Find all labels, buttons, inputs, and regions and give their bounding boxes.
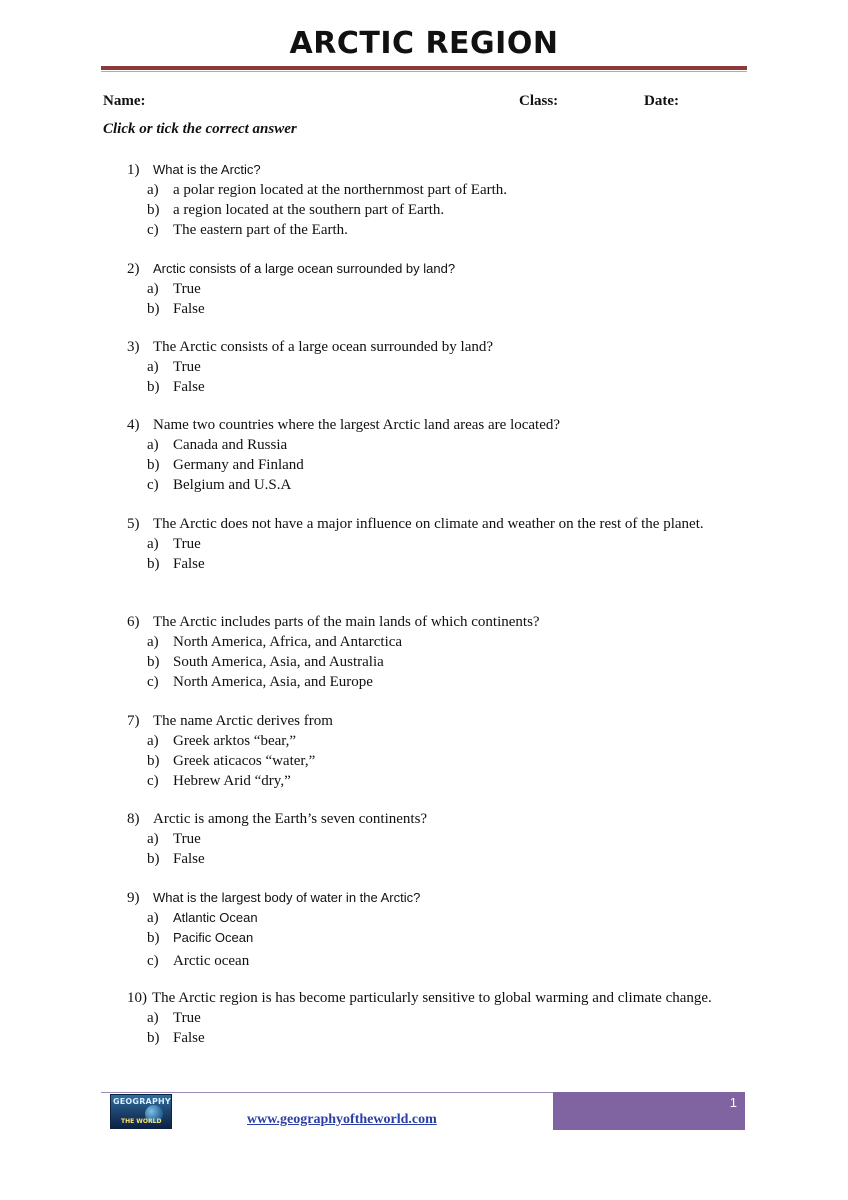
- option-letter: a): [147, 634, 159, 650]
- question-3: [127, 337, 747, 397]
- option-c[interactable]: [147, 672, 747, 692]
- option-letter: a): [147, 910, 159, 926]
- option-text: Pacific Ocean: [173, 930, 254, 945]
- option-letter: a): [147, 831, 159, 847]
- option-text: False: [173, 1030, 205, 1046]
- question-number: 7): [127, 713, 140, 729]
- option-b[interactable]: [147, 455, 747, 475]
- option-a[interactable]: [147, 279, 747, 299]
- option-text: True: [173, 536, 201, 552]
- website-link[interactable]: www.geographyoftheworld.com: [247, 1112, 437, 1127]
- option-text: True: [173, 281, 201, 297]
- footer-divider: [101, 1092, 553, 1093]
- question-1: [127, 160, 747, 240]
- question-9: [127, 888, 747, 971]
- option-a[interactable]: [147, 534, 747, 554]
- option-text: a region located at the southern part of Earth.: [173, 202, 445, 218]
- question-4: [127, 415, 747, 495]
- question-text: The Arctic includes parts of the main lands of which continents?: [153, 614, 540, 630]
- question-number: 9): [127, 890, 140, 906]
- question-number: 4): [127, 417, 140, 433]
- option-letter: b): [147, 379, 160, 395]
- option-b[interactable]: [147, 1028, 747, 1048]
- question-number: 3): [127, 339, 140, 355]
- title-divider: [101, 66, 747, 70]
- question-text: The name Arctic derives from: [153, 713, 333, 729]
- logo-text-bottom: THE WORLD: [121, 1118, 162, 1125]
- question-number: 5): [127, 516, 140, 532]
- question-text: Arctic consists of a large ocean surrounded by land?: [153, 261, 456, 276]
- option-c[interactable]: [147, 771, 747, 791]
- question-text: What is the Arctic?: [153, 162, 261, 177]
- option-c[interactable]: [147, 475, 747, 495]
- option-letter: b): [147, 753, 160, 769]
- option-a[interactable]: [147, 632, 747, 652]
- option-letter: c): [147, 953, 159, 969]
- question-10: [127, 988, 747, 1048]
- question-8: [127, 809, 747, 869]
- question-6: [127, 612, 747, 692]
- option-text: Arctic ocean: [173, 953, 250, 969]
- option-text: Greek aticacos “water,”: [173, 753, 316, 769]
- option-letter: a): [147, 281, 159, 297]
- question-number: 6): [127, 614, 140, 630]
- option-letter: b): [147, 930, 160, 946]
- option-c[interactable]: [147, 220, 747, 240]
- option-letter: b): [147, 301, 160, 317]
- option-text: Hebrew Arid “dry,”: [173, 773, 291, 789]
- option-letter: c): [147, 222, 159, 238]
- option-text: The eastern part of the Earth.: [173, 222, 348, 238]
- option-text: False: [173, 379, 205, 395]
- question-text: The Arctic region is has become particularly sensitive to global warming and climate change.: [152, 990, 712, 1006]
- name-label: Name:: [103, 93, 146, 109]
- option-letter: a): [147, 359, 159, 375]
- option-text: North America, Africa, and Antarctica: [173, 634, 403, 650]
- option-b[interactable]: [147, 299, 747, 319]
- option-c[interactable]: [147, 951, 747, 971]
- option-a[interactable]: [147, 829, 747, 849]
- option-b[interactable]: [147, 200, 747, 220]
- geography-logo: [110, 1094, 172, 1129]
- option-text: Belgium and U.S.A: [173, 477, 292, 493]
- option-letter: c): [147, 773, 159, 789]
- option-b[interactable]: [147, 554, 747, 574]
- option-letter: b): [147, 654, 160, 670]
- option-letter: a): [147, 437, 159, 453]
- option-letter: a): [147, 1010, 159, 1026]
- logo-text-top: GEOGRAPHY: [113, 1097, 171, 1106]
- question-number: 8): [127, 811, 140, 827]
- option-b[interactable]: [147, 377, 747, 397]
- title-divider-thin: [101, 71, 747, 72]
- option-a[interactable]: [147, 908, 747, 928]
- question-number: 10): [127, 990, 147, 1006]
- option-letter: c): [147, 477, 159, 493]
- question-2: [127, 259, 747, 319]
- option-letter: c): [147, 674, 159, 690]
- question-text: Arctic is among the Earth’s seven continents?: [153, 811, 428, 827]
- option-text: Germany and Finland: [173, 457, 304, 473]
- question-5: [127, 514, 747, 574]
- option-text: Canada and Russia: [173, 437, 288, 453]
- option-text: Atlantic Ocean: [173, 910, 258, 925]
- option-text: False: [173, 851, 205, 867]
- option-letter: b): [147, 851, 160, 867]
- page-number: 1: [729, 1095, 737, 1110]
- page-title: ARCTIC REGION: [289, 26, 559, 61]
- instructions: Click or tick the correct answer: [103, 121, 297, 137]
- option-a[interactable]: [147, 1008, 747, 1028]
- question-text: The Arctic consists of a large ocean surrounded by land?: [153, 339, 494, 355]
- option-letter: a): [147, 536, 159, 552]
- question-text: Name two countries where the largest Arctic land areas are located?: [153, 417, 561, 433]
- option-letter: b): [147, 556, 160, 572]
- option-text: a polar region located at the northernmost part of Earth.: [173, 182, 508, 198]
- option-text: False: [173, 556, 205, 572]
- option-b[interactable]: [147, 928, 747, 948]
- option-text: True: [173, 831, 201, 847]
- question-7: [127, 711, 747, 791]
- option-b[interactable]: [147, 652, 747, 672]
- option-text: North America, Asia, and Europe: [173, 674, 373, 690]
- option-letter: b): [147, 457, 160, 473]
- question-text: What is the largest body of water in the Arctic?: [153, 890, 421, 905]
- date-label: Date:: [644, 93, 679, 109]
- question-number: 1): [127, 162, 140, 178]
- option-text: Greek arktos “bear,”: [173, 733, 297, 749]
- option-letter: a): [147, 733, 159, 749]
- option-text: True: [173, 359, 201, 375]
- option-a[interactable]: [147, 435, 747, 455]
- option-text: South America, Asia, and Australia: [173, 654, 384, 670]
- option-b[interactable]: [147, 849, 747, 869]
- option-letter: a): [147, 182, 159, 198]
- page-number-box: [553, 1092, 745, 1130]
- option-text: True: [173, 1010, 201, 1026]
- option-letter: b): [147, 1030, 160, 1046]
- option-b[interactable]: [147, 751, 747, 771]
- option-letter: b): [147, 202, 160, 218]
- question-text: The Arctic does not have a major influence on climate and weather on the rest of the planet.: [153, 516, 704, 532]
- question-number: 2): [127, 261, 140, 277]
- option-text: False: [173, 301, 205, 317]
- option-a[interactable]: [147, 180, 747, 200]
- option-a[interactable]: [147, 731, 747, 751]
- option-a[interactable]: [147, 357, 747, 377]
- class-label: Class:: [519, 93, 559, 109]
